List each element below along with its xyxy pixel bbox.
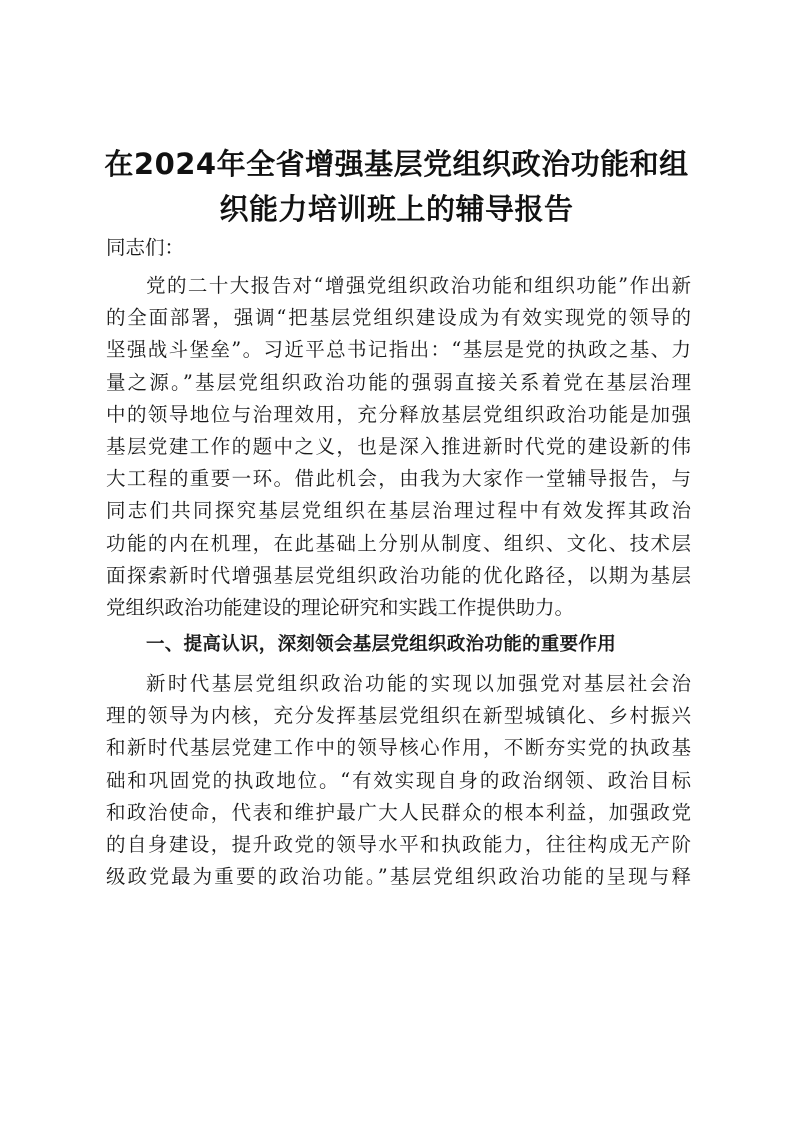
paragraph-line: 基层党建工作的题中之义，也是深入推进新时代党的建设新的伟 <box>106 434 691 458</box>
paragraph-line: 础和巩固党的执政地位。“有效实现自身的政治纲领、政治目标 <box>106 768 691 792</box>
paragraph-line: 的全面部署，强调“把基层党组织建设成为有效实现党的领导的 <box>106 306 691 330</box>
title-line: 在2024年全省增强基层党组织政治功能和组 <box>104 147 689 181</box>
paragraph-line: 面探索新时代增强基层党组织政治功能的优化路径，以期为基层 <box>106 563 691 587</box>
paragraph-line: 功能的内在机理，在此基础上分别从制度、组织、文化、技术层 <box>106 531 691 555</box>
paragraph-line: 坚强战斗堡垒”。习近平总书记指出：“基层是党的执政之基、力 <box>106 338 691 362</box>
paragraph-section1 <box>106 668 691 893</box>
paragraph-line: 党的二十大报告对“增强党组织政治功能和组织功能”作出新 <box>146 274 691 297</box>
paragraph-line: 理的领导为内核，充分发挥基层党组织在新型城镇化、乡村振兴 <box>106 704 691 728</box>
paragraph-line: 同志们共同探究基层党组织在基层治理过程中有效发挥其政治 <box>106 499 691 523</box>
paragraph-line: 中的领导地位与治理效用，充分释放基层党组织政治功能是加强 <box>106 402 691 426</box>
title-line: 织能力培训班上的辅导报告 <box>219 192 574 226</box>
paragraph-line: 和新时代基层党建工作中的领导核心作用，不断夯实党的执政基 <box>106 736 691 760</box>
section-heading: 一、提高认识，深刻领会基层党组织政治功能的重要作用 <box>146 634 617 656</box>
paragraph-line: 量之源。”基层党组织政治功能的强弱直接关系着党在基层治理 <box>106 370 691 394</box>
paragraph-intro <box>106 270 691 624</box>
paragraph-line: 新时代基层党组织政治功能的实现以加强党对基层社会治 <box>146 672 691 696</box>
paragraph-line: 级政党最为重要的政治功能。”基层党组织政治功能的呈现与释 <box>106 865 691 889</box>
paragraph-line: 的自身建设，提升政党的领导水平和执政能力，往往构成无产阶 <box>106 833 691 856</box>
document-title <box>100 142 693 232</box>
paragraph-line: 和政治使命，代表和维护最广大人民群众的根本利益，加强政党 <box>106 800 691 824</box>
salutation: 同志们： <box>106 236 185 259</box>
paragraph-line: 党组织政治功能建设的理论研究和实践工作提供助力。 <box>106 595 575 619</box>
document-body <box>106 232 691 893</box>
paragraph-line: 大工程的重要一环。借此机会，由我为大家作一堂辅导报告，与 <box>106 467 691 491</box>
